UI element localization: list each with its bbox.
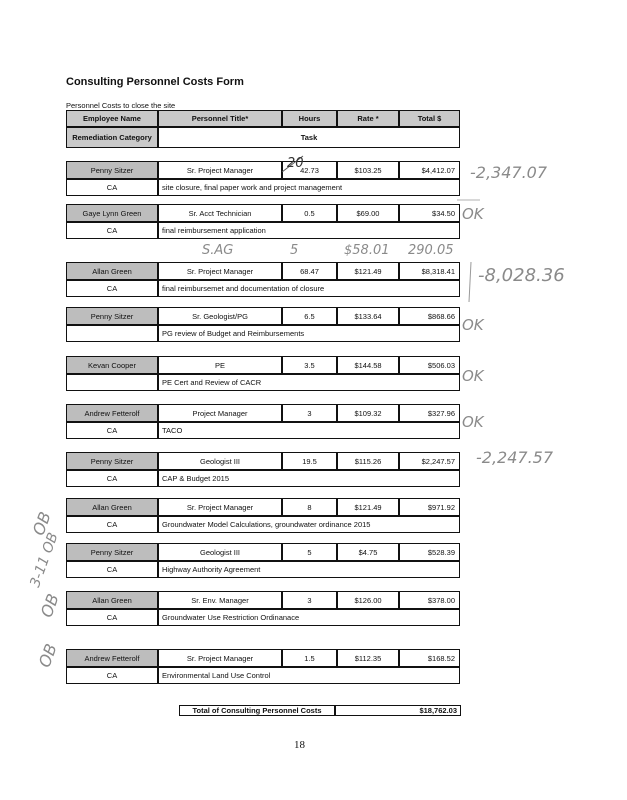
margin-note-8: OB	[28, 509, 55, 538]
hours-value: 5	[282, 543, 337, 561]
hours-value: 19.5	[282, 452, 337, 470]
task-description: PG review of Budget and Reimbursements	[158, 325, 460, 342]
rate-value: $133.64	[337, 307, 399, 325]
personnel-title: Sr. Env. Manager	[158, 591, 282, 609]
rate-value: $103.25	[337, 161, 399, 179]
task-description: final reimbursement application	[158, 222, 460, 239]
hours-value: 0.5	[282, 204, 337, 222]
rate-value: $121.49	[337, 498, 399, 516]
header-employee: Employee Name	[66, 110, 158, 127]
employee-name: Andrew Fetterolf	[66, 404, 158, 422]
remediation-category: CA	[66, 561, 158, 578]
task-description: final reimbursemet and documentation of closure	[158, 280, 460, 297]
handwritten-overwrite-total: 290.05	[408, 243, 454, 258]
personnel-title: Sr. Acct Technician	[158, 204, 282, 222]
form-subtitle: Personnel Costs to close the site	[66, 101, 176, 110]
hours-value: 6.5	[282, 307, 337, 325]
margin-note-10: OB	[36, 591, 63, 620]
remediation-category: CA	[66, 667, 158, 684]
rate-value: $109.32	[337, 404, 399, 422]
task-description: CAP & Budget 2015	[158, 470, 460, 487]
total-value: $506.03	[399, 356, 460, 374]
margin-note-9: 3-11 OB	[27, 530, 62, 590]
page-number: 18	[294, 739, 305, 751]
total-value: $168.52	[399, 649, 460, 667]
header-title: Personnel Title*	[158, 110, 282, 127]
total-value: $528.39	[399, 543, 460, 561]
remediation-category: CA	[66, 422, 158, 439]
rate-value: $126.00	[337, 591, 399, 609]
employee-name: Penny Sitzer	[66, 161, 158, 179]
margin-note-1: -2,347.07	[470, 163, 548, 182]
margin-note-6: OK	[462, 413, 484, 431]
margin-note-5: OK	[462, 367, 484, 385]
rate-value: $112.35	[337, 649, 399, 667]
remediation-category: CA	[66, 222, 158, 239]
hours-value: 3.5	[282, 356, 337, 374]
rate-value: $115.26	[337, 452, 399, 470]
task-description: TACO	[158, 422, 460, 439]
margin-bar	[469, 262, 471, 302]
personnel-title: Project Manager	[158, 404, 282, 422]
hours-value: 42.73	[282, 161, 337, 179]
header-task: Task	[158, 127, 460, 148]
personnel-title: Sr. Project Manager	[158, 649, 282, 667]
personnel-title: PE	[158, 356, 282, 374]
header-total: Total $	[399, 110, 460, 127]
rate-value: $144.58	[337, 356, 399, 374]
header-category: Remediation Category	[66, 127, 158, 148]
handwritten-overwrite-rate: $58.01	[344, 243, 390, 258]
total-value: $34.50	[399, 204, 460, 222]
remediation-category: CA	[66, 609, 158, 626]
handwritten-overwrite-title: S.AG	[202, 243, 234, 258]
remediation-category: CA	[66, 516, 158, 533]
task-description: Groundwater Use Restriction Ordinanace	[158, 609, 460, 626]
personnel-title: Sr. Project Manager	[158, 161, 282, 179]
total-value: $2,247.57	[399, 452, 460, 470]
task-description: Highway Authority Agreement	[158, 561, 460, 578]
total-value: $971.92	[399, 498, 460, 516]
handwritten-overwrite-hours: 5	[290, 243, 299, 258]
margin-note-7: -2,247.57	[476, 448, 554, 467]
header-hours: Hours	[282, 110, 337, 127]
handwritten-hours-correction: 20	[287, 156, 304, 171]
summary-value: $18,762.03	[335, 705, 461, 716]
task-description: Groundwater Model Calculations, groundwater ordinance 2015	[158, 516, 460, 533]
rate-value: $121.49	[337, 262, 399, 280]
total-value: $868.66	[399, 307, 460, 325]
header-rate: Rate *	[337, 110, 399, 127]
personnel-title: Sr. Project Manager	[158, 262, 282, 280]
employee-name: Allan Green	[66, 498, 158, 516]
rate-value: $4.75	[337, 543, 399, 561]
margin-note-2: OK	[462, 205, 484, 223]
hours-value: 3	[282, 404, 337, 422]
margin-note-4: OK	[462, 316, 484, 334]
hours-value: 3	[282, 591, 337, 609]
total-value: $378.00	[399, 591, 460, 609]
margin-note-11: OB	[34, 641, 61, 670]
hours-value: 8	[282, 498, 337, 516]
employee-name: Allan Green	[66, 262, 158, 280]
personnel-title: Sr. Project Manager	[158, 498, 282, 516]
form-title: Consulting Personnel Costs Form	[66, 76, 244, 88]
summary-label: Total of Consulting Personnel Costs	[179, 705, 335, 716]
hours-value: 68.47	[282, 262, 337, 280]
total-value: $4,412.07	[399, 161, 460, 179]
employee-name: Kevan Cooper	[66, 356, 158, 374]
employee-name: Allan Green	[66, 591, 158, 609]
employee-name: Penny Sitzer	[66, 452, 158, 470]
remediation-category: CA	[66, 280, 158, 297]
total-value: $327.96	[399, 404, 460, 422]
personnel-title: Geologist III	[158, 452, 282, 470]
employee-name: Andrew Fetterolf	[66, 649, 158, 667]
task-description: Environmental Land Use Control	[158, 667, 460, 684]
task-description: site closure, final paper work and project management	[158, 179, 460, 196]
hours-value: 1.5	[282, 649, 337, 667]
remediation-category: CA	[66, 470, 158, 487]
total-value: $8,318.41	[399, 262, 460, 280]
remediation-category: CA	[66, 179, 158, 196]
employee-name: Gaye Lynn Green	[66, 204, 158, 222]
personnel-title: Geologist III	[158, 543, 282, 561]
employee-name: Penny Sitzer	[66, 543, 158, 561]
task-description: PE Cert and Review of CACR	[158, 374, 460, 391]
margin-note-3: -8,028.36	[478, 265, 565, 286]
employee-name: Penny Sitzer	[66, 307, 158, 325]
rate-value: $69.00	[337, 204, 399, 222]
personnel-title: Sr. Geologist/PG	[158, 307, 282, 325]
